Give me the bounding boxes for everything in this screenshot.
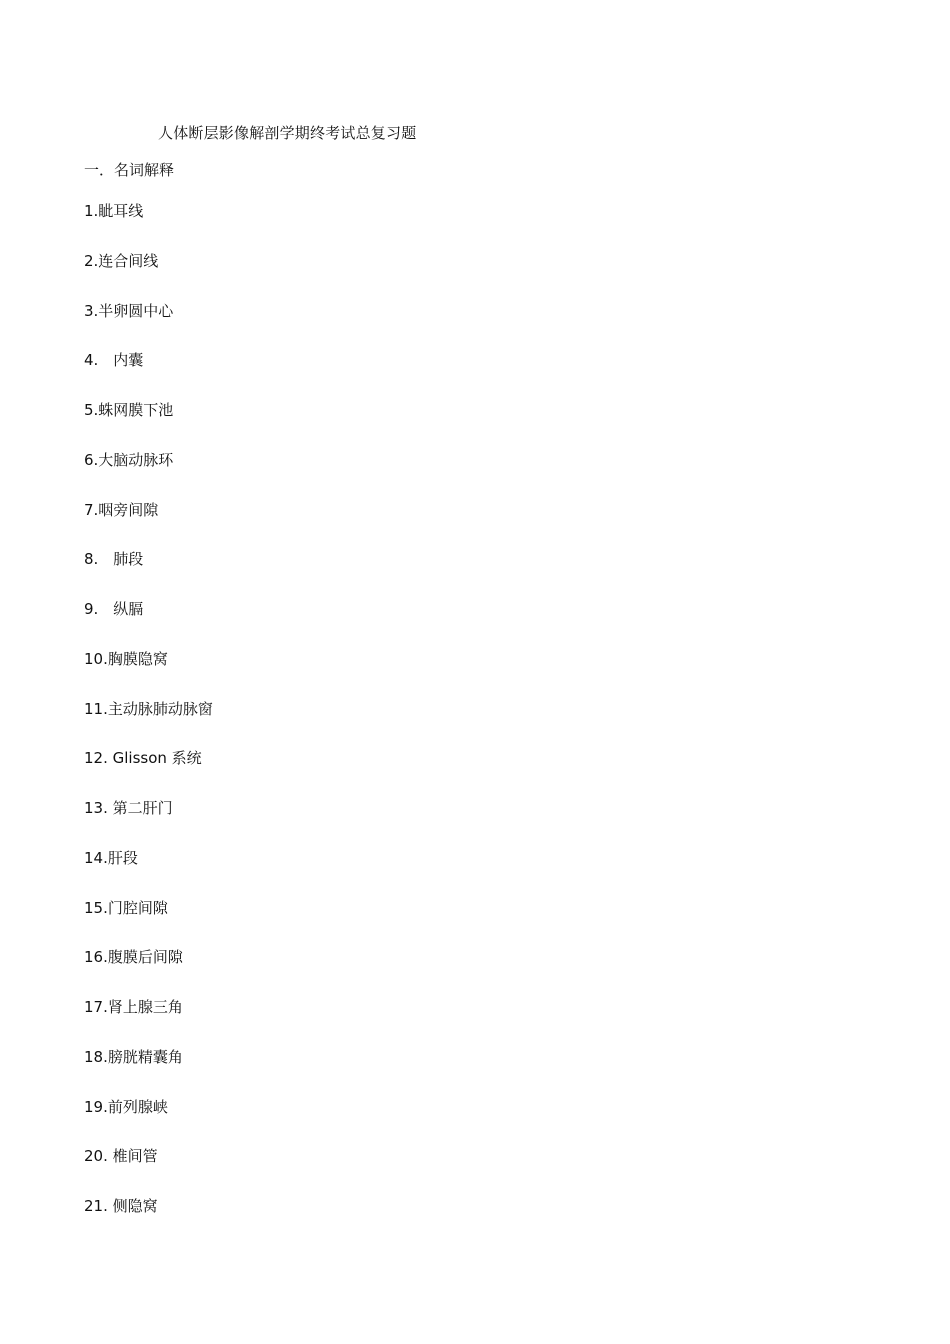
term-item: 20. 椎间管 — [84, 1147, 158, 1166]
term-item: 2.连合间线 — [84, 251, 159, 270]
term-item: 1.眦耳线 — [84, 202, 144, 220]
term-item: 10.胸膜隐窝 — [84, 649, 168, 668]
term-item: 4. 内囊 — [84, 351, 144, 370]
term-item: 9. 纵膈 — [84, 600, 144, 618]
term-item: 6.大脑动脉环 — [84, 450, 174, 469]
term-item: 3.半卵圆中心 — [84, 301, 174, 320]
term-item: 21. 侧隐窝 — [84, 1197, 158, 1215]
term-item: 17.肾上腺三角 — [84, 998, 183, 1016]
term-item: 14.肝段 — [84, 848, 138, 867]
term-item: 5.蛛网膜下池 — [84, 401, 174, 419]
term-item: 11.主动脉肺动脉窗 — [84, 699, 213, 718]
document-title: 人体断层影像解剖学期终考试总复习题 — [158, 124, 417, 142]
term-item: 19.前列腺峡 — [84, 1097, 168, 1116]
section-heading: 一．名词解释 — [84, 161, 175, 179]
term-item: 15.门腔间隙 — [84, 898, 168, 917]
term-item: 13. 第二肝门 — [84, 799, 173, 817]
term-item: 12. Glisson 系统 — [84, 749, 202, 768]
term-item: 16.腹膜后间隙 — [84, 948, 183, 967]
term-item: 8. 肺段 — [84, 550, 144, 569]
term-list — [84, 201, 213, 1246]
term-item: 7.咽旁间隙 — [84, 500, 159, 519]
term-item: 18.膀胱精囊角 — [84, 1047, 183, 1066]
